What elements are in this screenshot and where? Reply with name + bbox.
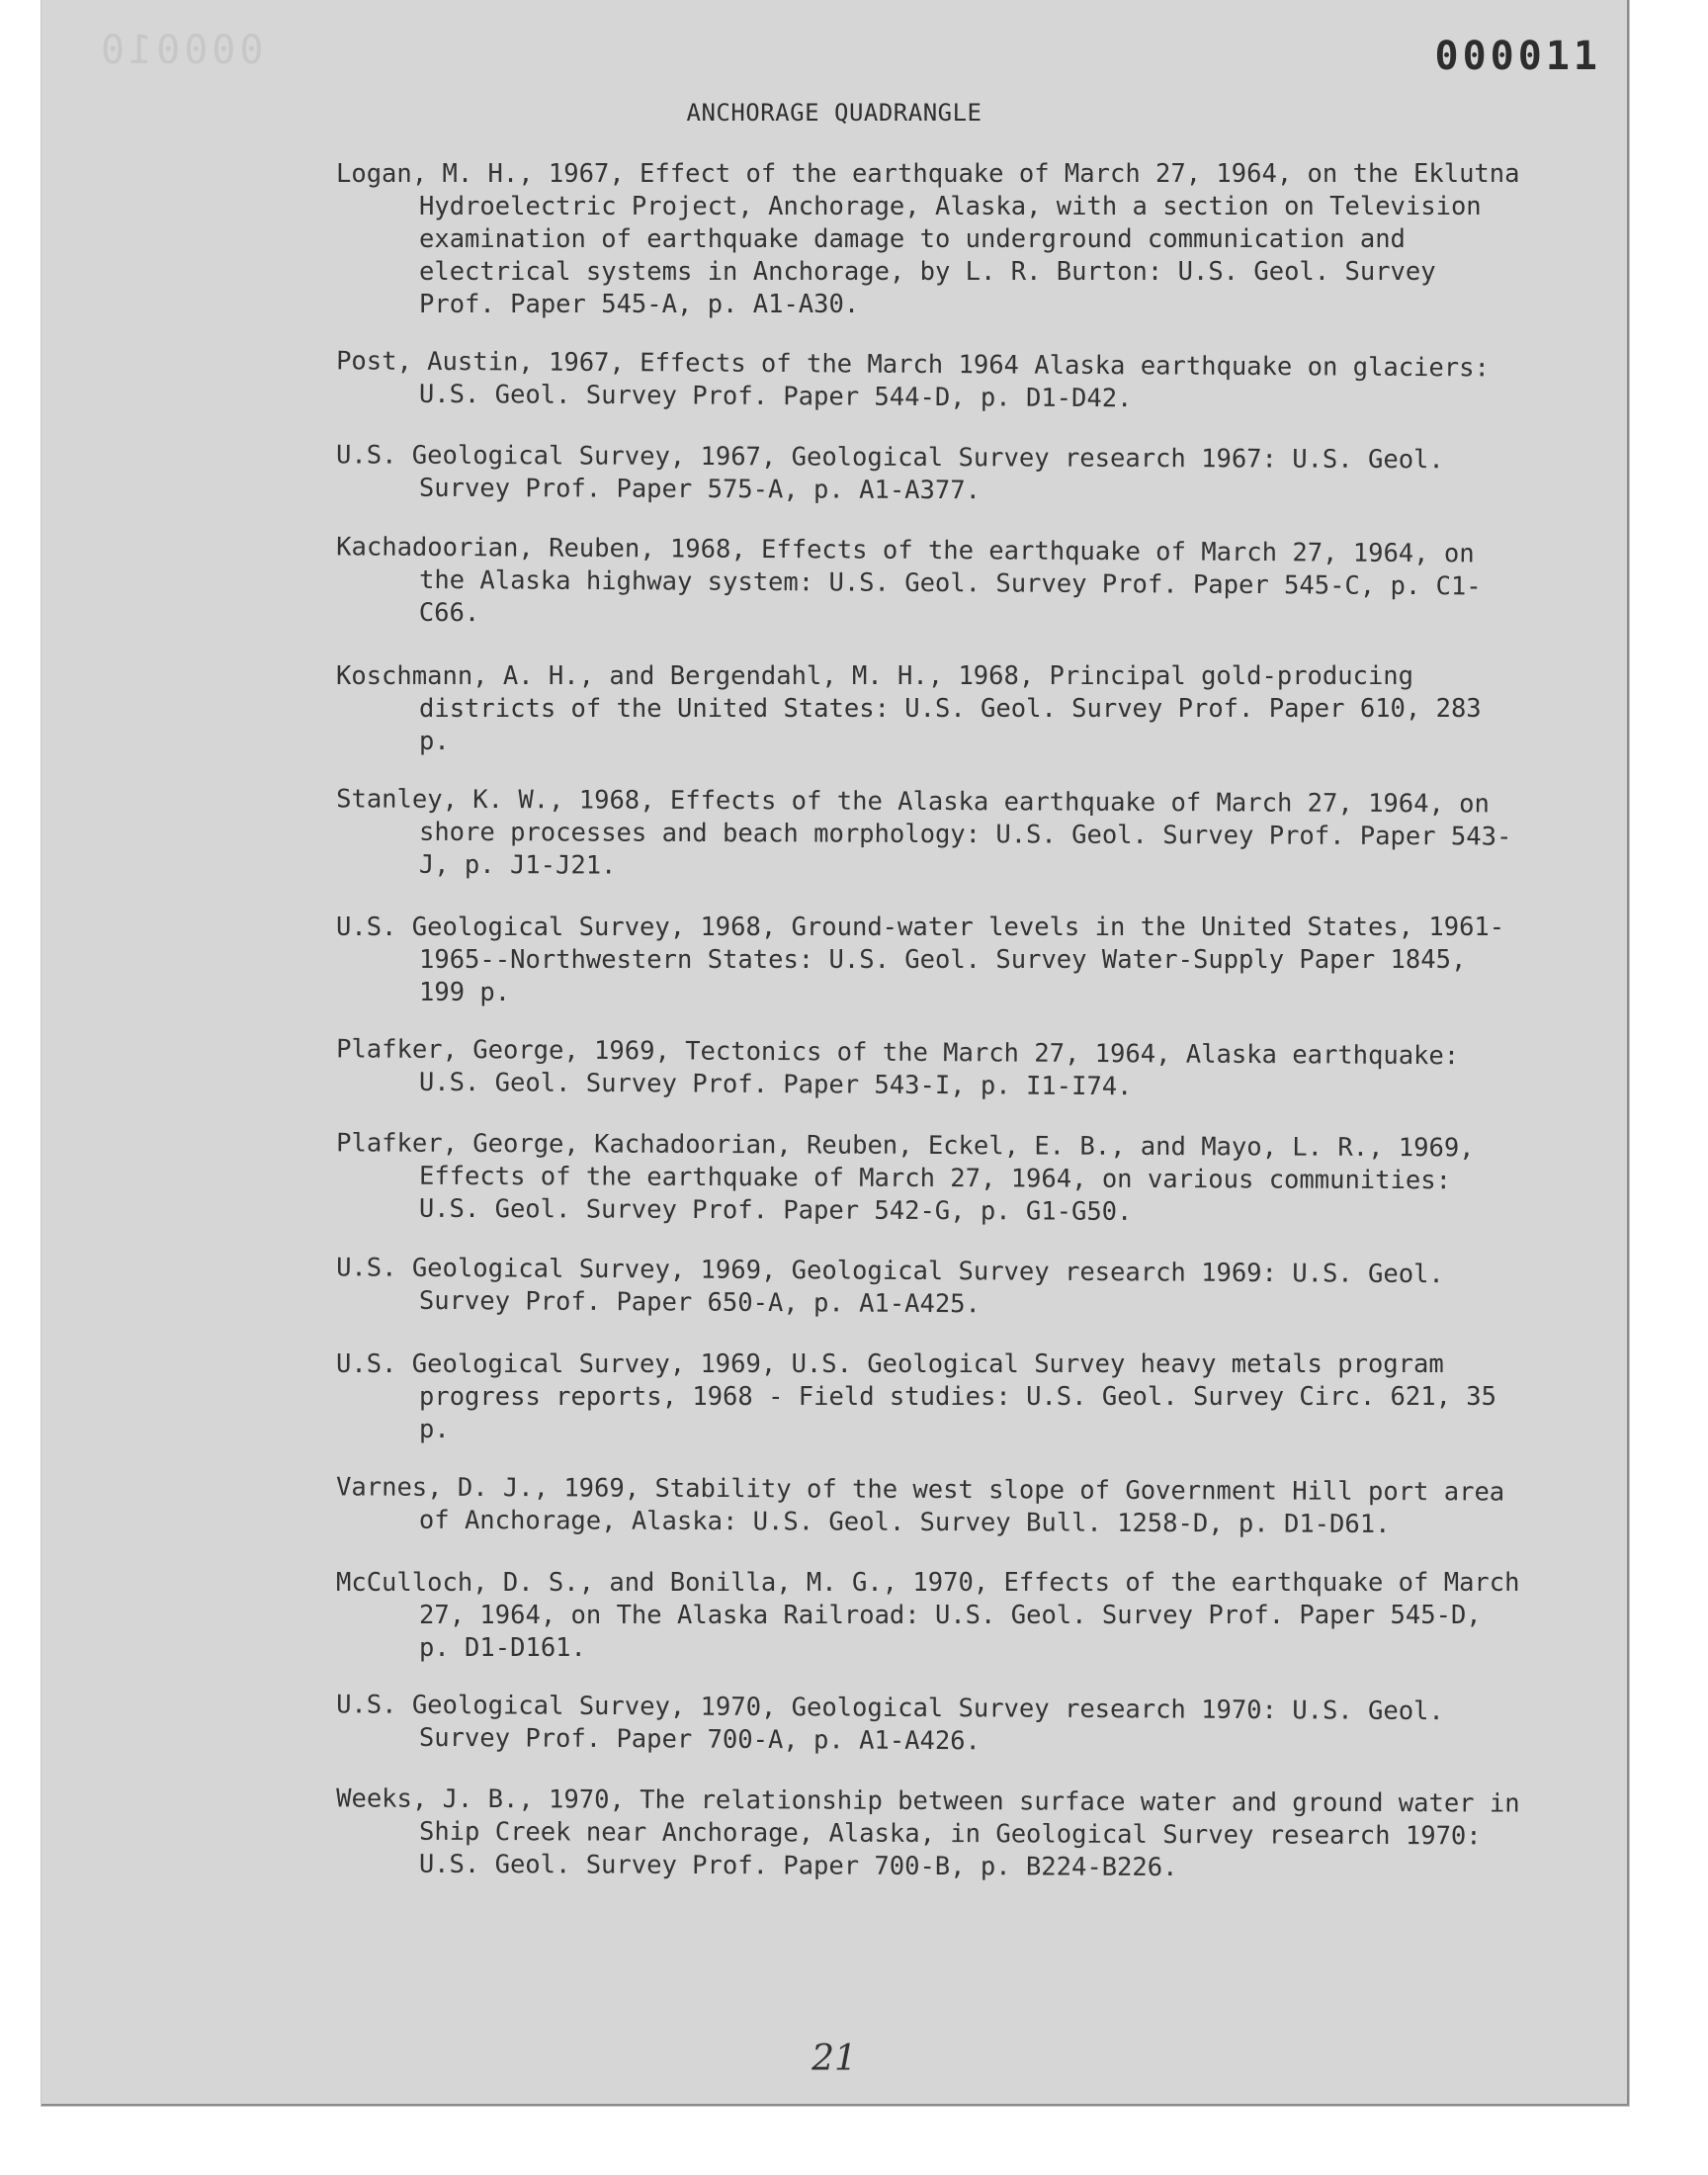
reference-entry: Plafker, George, 1969, Tectonics of the March 27, 1964, Alaska earthquake: U.S. Geol. Survey Prof. Paper 543-I, p. I1-I74. xyxy=(336,1034,1460,1102)
reference-entry: Logan, M. H., 1967, Effect of the earthquake of March 27, 1964, on the Eklutna Hydroelectric Project, Anchorage, Alaska, with a section on Television examination of earthquake damage to underground communication and electrical systems in Anchorage, by L. R. Burton: U.S. Geol. Survey Prof. Paper 545-A, p. A1-A30. xyxy=(336,159,1520,319)
page-heading: ANCHORAGE QUADRANGLE xyxy=(686,99,982,127)
reference-entry: U.S. Geological Survey, 1968, Ground-water levels in the United States, 1961-1965--Northwestern States: U.S. Geol. Survey Water-Supply Paper 1845, 199 p. xyxy=(336,913,1505,1007)
reference-entry: U.S. Geological Survey, 1967, Geological Survey research 1967: U.S. Geol. Survey Prof. Paper 575-A, p. A1-A377. xyxy=(336,440,1444,506)
reference-entry: Plafker, George, Kachadoorian, Reuben, Eckel, E. B., and Mayo, L. R., 1969, Effects of the earthquake of March 27, 1964, on various communities: U.S. Geol. Survey Prof. Paper 542-G, p. G1-G50. xyxy=(336,1128,1475,1227)
document-number: 000011 xyxy=(1434,34,1601,79)
document-page xyxy=(42,0,1629,2106)
page-number: 21 xyxy=(811,2039,857,2079)
reference-entry: Kachadoorian, Reuben, 1968, Effects of the earthquake of March 27, 1964, on the Alaska highway system: U.S. Geol. Survey Prof. Paper 545-C, p. C1-C66. xyxy=(336,532,1482,629)
reference-entry: Varnes, D. J., 1969, Stability of the west slope of Government Hill port area of Anchorage, Alaska: U.S. Geol. Survey Bull. 1258-D, p. D1-D61. xyxy=(336,1472,1505,1540)
reference-entry: Post, Austin, 1967, Effects of the March 1964 Alaska earthquake on glaciers: U.S. Geol. Survey Prof. Paper 544-D, p. D1-D42. xyxy=(336,346,1490,414)
reference-entry: Weeks, J. B., 1970, The relationship between surface water and ground water in Ship Creek near Anchorage, Alaska, in Geological Survey research 1970: U.S. Geol. Survey Prof. Paper 700-B, p. B224-B226. xyxy=(336,1784,1520,1883)
bleed-through-number: 000010 xyxy=(97,28,264,73)
reference-entry: Stanley, K. W., 1968, Effects of the Alaska earthquake of March 27, 1964, on shore processes and beach morphology: U.S. Geol. Survey Prof. Paper 543-J, p. J1-J21. xyxy=(336,784,1512,881)
reference-list xyxy=(336,158,1522,1911)
reference-entry: U.S. Geological Survey, 1970, Geological Survey research 1970: U.S. Geol. Survey Prof. Paper 700-A, p. A1-A426. xyxy=(336,1690,1444,1757)
reference-entry: U.S. Geological Survey, 1969, U.S. Geological Survey heavy metals program progress reports, 1968 - Field studies: U.S. Geol. Survey Circ. 621, 35 p. xyxy=(336,1349,1497,1444)
reference-entry: Koschmann, A. H., and Bergendahl, M. H., 1968, Principal gold-producing districts of the United States: U.S. Geol. Survey Prof. Paper 610, 283 p. xyxy=(336,661,1482,756)
reference-entry: U.S. Geological Survey, 1969, Geological Survey research 1969: U.S. Geol. Survey Prof. Paper 650-A, p. A1-A425. xyxy=(336,1253,1444,1320)
reference-entry: McCulloch, D. S., and Bonilla, M. G., 1970, Effects of the earthquake of March 27, 1964, on The Alaska Railroad: U.S. Geol. Survey Prof. Paper 545-D, p. D1-D161. xyxy=(336,1568,1520,1663)
